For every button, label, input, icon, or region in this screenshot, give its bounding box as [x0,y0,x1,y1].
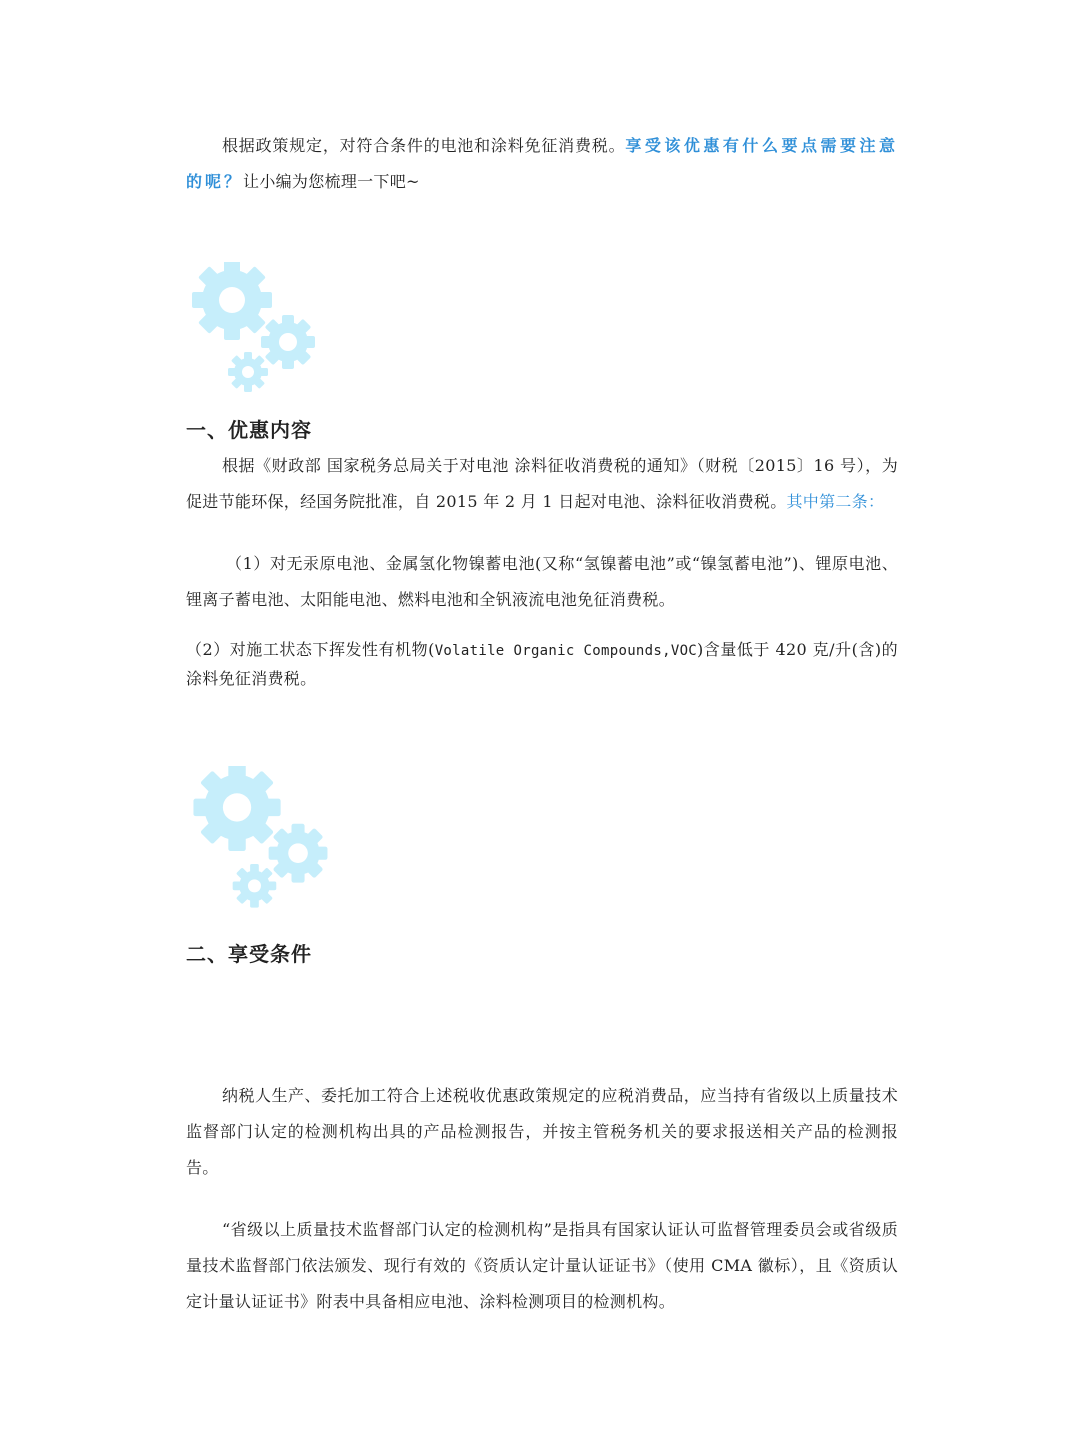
section-heading-conditions: 二、享受条件 [186,942,312,966]
gears-icon [186,262,322,396]
benefit-item-2 [186,636,898,693]
conditions-text-2: “省级以上质量技术监督部门认定的检测机构”是指具有国家认证认可监督管理委员会或省级质量技术监督部门依法颁发、现行有效的《资质认定计量认证证书》（使用 CMA 徽标），且《资质认定计量认证证书》附表中具备相应电池、涂料检测项目的检测机构。 [186,1220,898,1311]
conditions-paragraph-2 [186,1212,898,1320]
benefit-item-2-prefix: （2）对施工状态下挥发性有机物( [186,640,435,659]
intro-highlight: 享受该优惠有什么要点需要注意的呢？ [186,136,898,191]
conditions-text-1: 纳税人生产、委托加工符合上述税收优惠政策规定的应税消费品，应当持有省级以上质量技术监督部门认定的检测机构出具的产品检测报告，并按主管税务机关的要求报送相关产品的检测报告。 [186,1086,898,1177]
benefit-item-1-text: （1）对无汞原电池、金属氢化物镍蓄电池(又称“氢镍蓄电池”或“镍氢蓄电池”)、锂原电池、锂离子蓄电池、太阳能电池、燃料电池和全钒液流电池免征消费税。 [186,554,898,609]
intro-text: 根据政策规定，对符合条件的电池和涂料免征消费税。 [222,136,626,155]
benefit-item-2-english: Volatile Organic Compounds,VOC [434,643,698,659]
benefit-item-2-suffix: )含量低于 420 克/升(含)的涂料免征消费税。 [186,640,898,688]
benefits-highlight: 其中第二条： [786,492,885,511]
benefits-paragraph [186,448,898,520]
intro-tail: 让小编为您梳理一下吧~ [243,172,420,191]
benefits-text: 根据《财政部 国家税务总局关于对电池 涂料征收消费税的通知》（财税〔2015〕16 号），为促进节能环保，经国务院批准，自 2015 年 2 月 1 日起对电池、涂料征收消费税。 [186,456,898,511]
conditions-paragraph-1 [186,1078,898,1186]
benefit-item-1 [186,546,898,618]
gears-icon [186,766,336,912]
intro-paragraph [186,128,898,200]
section-heading-benefits: 一、优惠内容 [186,418,312,442]
